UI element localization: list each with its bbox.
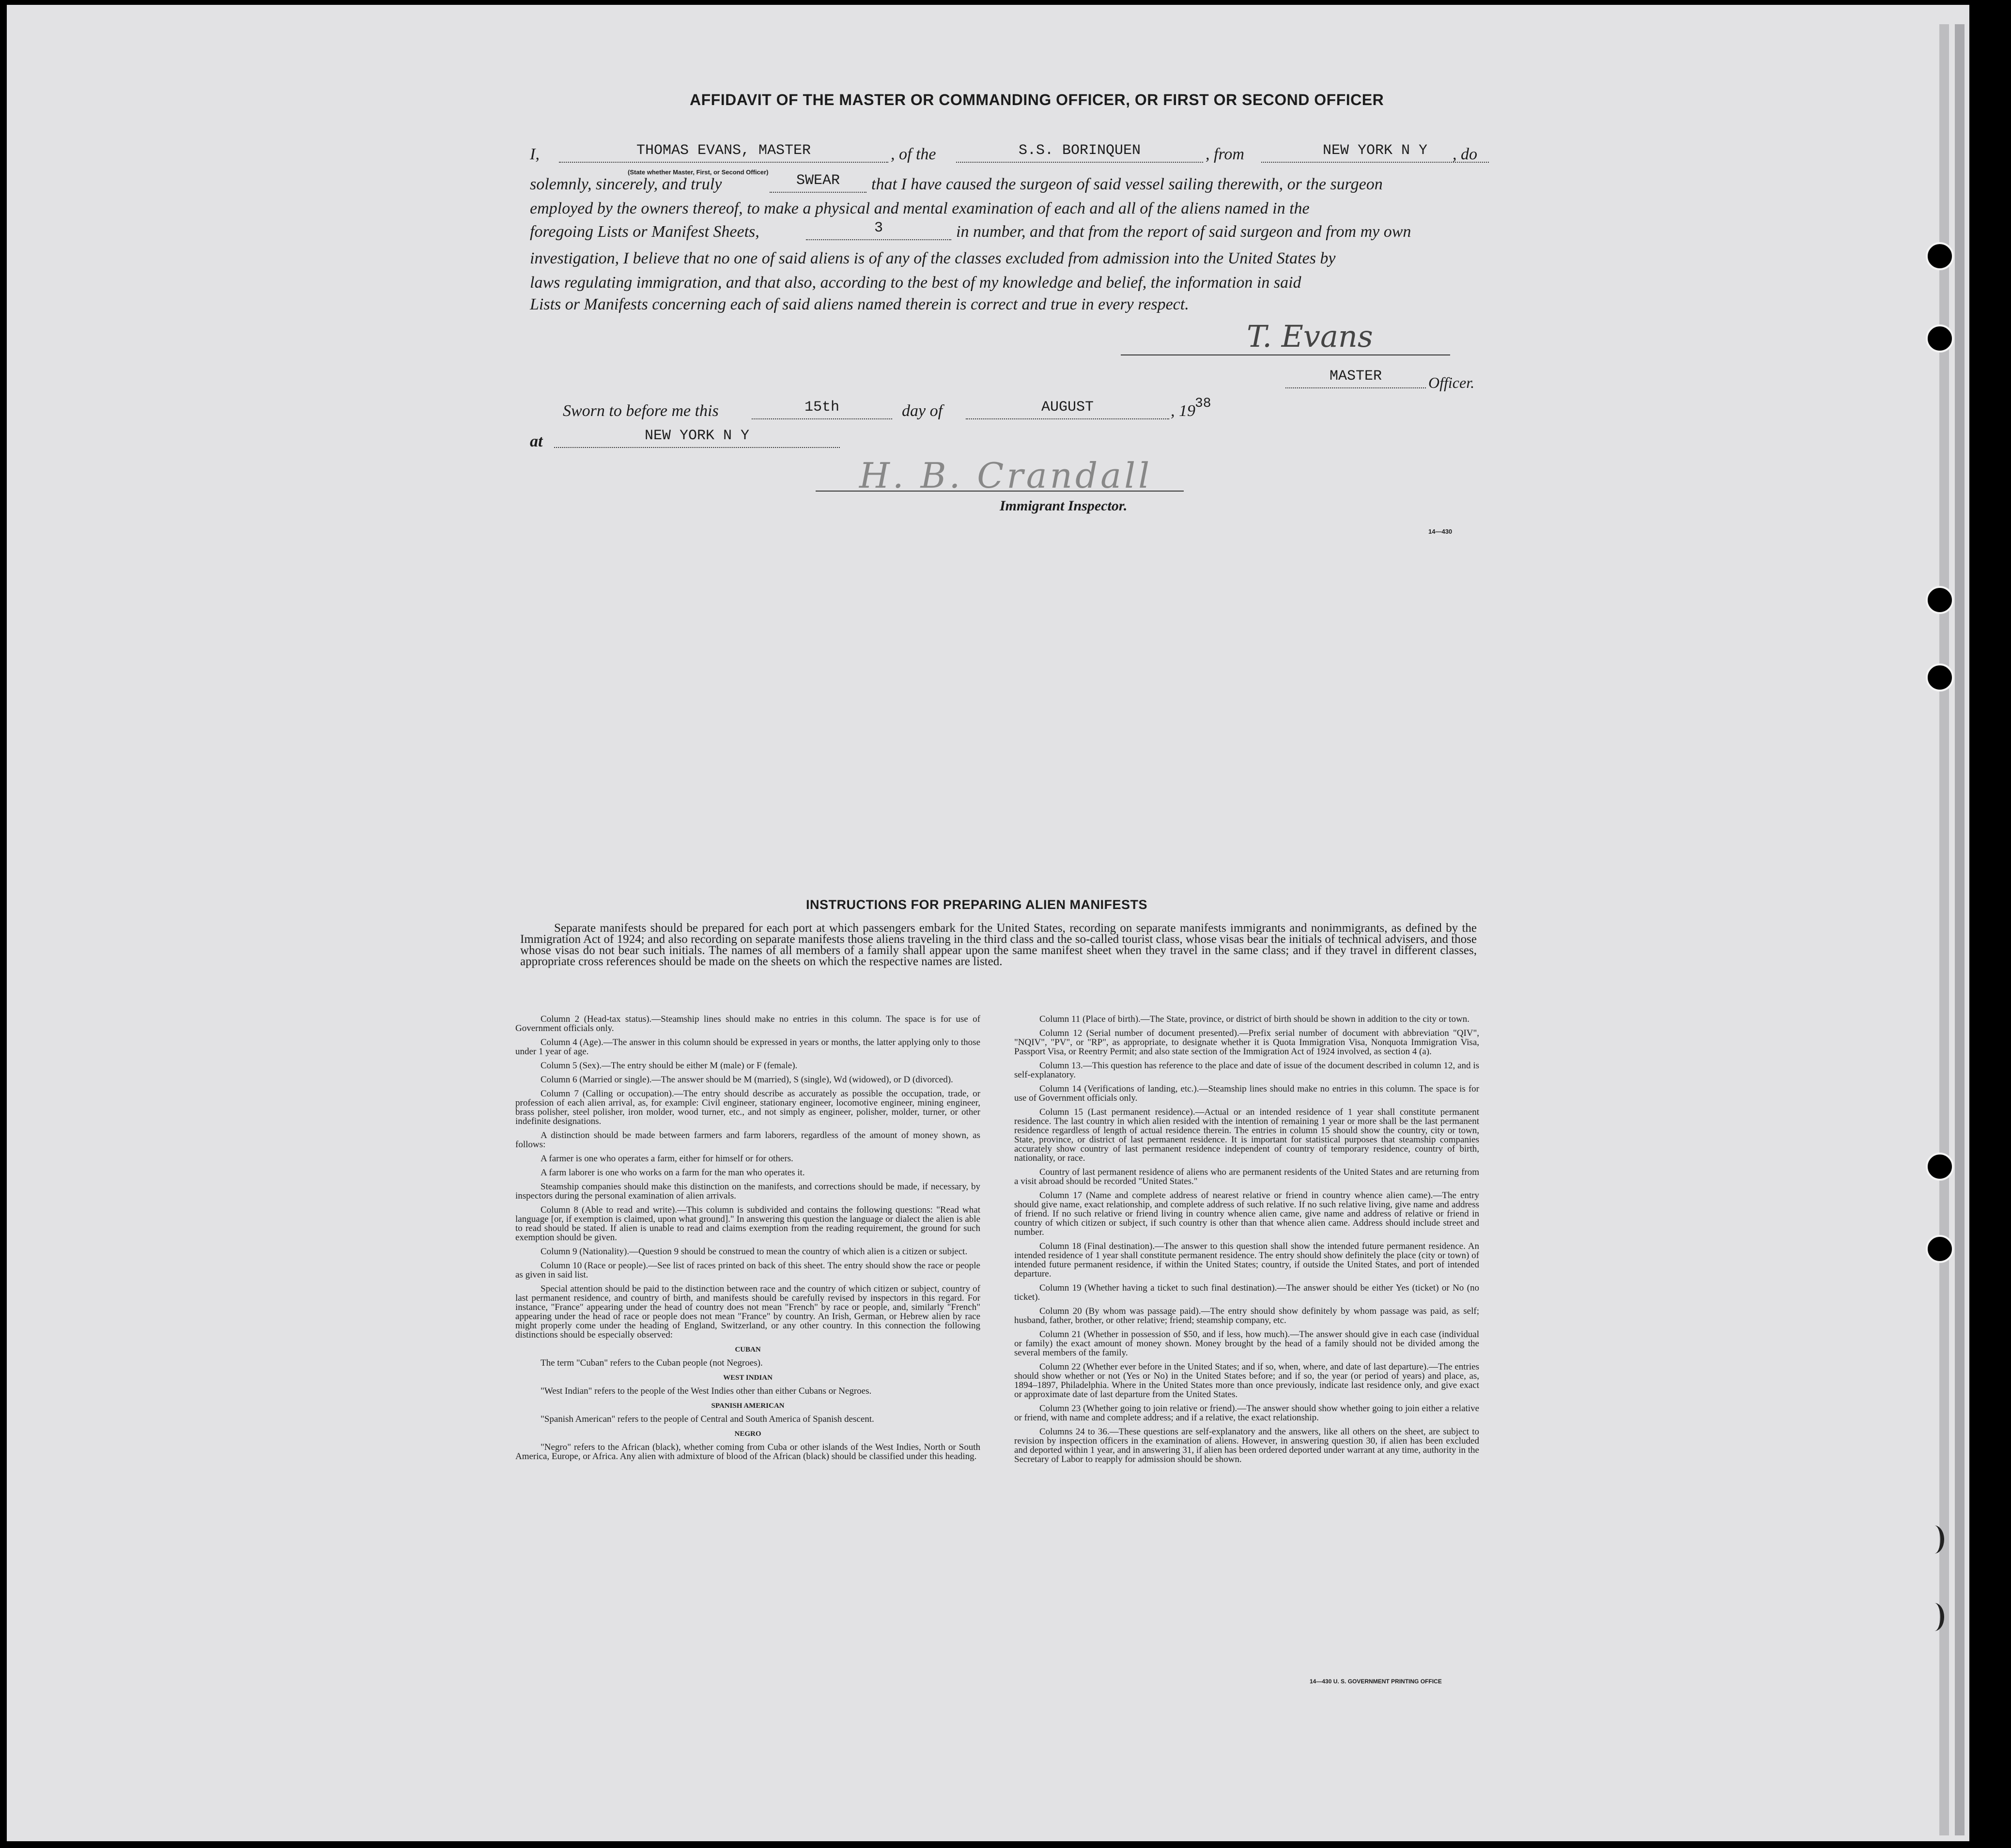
instruction-paragraph: Column 20 (By whom was passage paid).—The entry should show definitely by whom passage was paid, as self; husband, father, brother, or other relative; friend; steamship company, etc. — [1014, 1306, 1479, 1325]
instruction-paragraph: A farm laborer is one who works on a farm for the man who operates it. — [541, 1168, 805, 1178]
section-heading: SPANISH AMERICAN — [711, 1402, 785, 1410]
punch-hole — [1926, 242, 1954, 270]
affidavit-line-5: investigation, I believe that no one of said aliens is of any of the classes excluded from admission into the United States by — [530, 249, 1336, 267]
section-heading: WEST INDIAN — [723, 1374, 773, 1382]
page-edge — [1955, 24, 1965, 1835]
oath-field: SWEAR — [770, 172, 866, 193]
section-heading: CUBAN — [735, 1346, 761, 1354]
inspector-signature: H. B. Crandall — [859, 455, 1153, 496]
instructions-title: INSTRUCTIONS FOR PREPARING ALIEN MANIFESTS — [806, 897, 1148, 912]
instruction-paragraph: Column 13.—This question has reference to the place and date of issue of the document described in column 12, and is self-explanatory. — [1014, 1061, 1479, 1080]
instruction-paragraph: Column 11 (Place of birth).—The State, province, or district of birth should be shown in addition to the city or town. — [1039, 1014, 1470, 1024]
affidavit-text: I, — [530, 145, 540, 163]
affidavit-text: , do — [1453, 145, 1477, 163]
affidavit-line-7: Lists or Manifests concerning each of said aliens named therein is correct and true in every respect. — [530, 295, 1189, 313]
manifest-page — [7, 5, 1969, 1841]
instruction-paragraph: Country of last permanent residence of aliens who are permanent residents of the United States and are returning from a visit abroad should be recorded "United States." — [1014, 1167, 1479, 1186]
year-prefix: , 19 — [1171, 402, 1195, 420]
instruction-paragraph: Special attention should be paid to the distinction between race and the country of which citizen or subject, country of last permanent residence, and country of birth, and manifests should be carefully revised by inspectors in this regard. For instance, "France" appearing under the head of country does not mean "French" by race or people, and, similarly "French" appearing under the head of race or people does not mean "France" by country. An Irish, German, or Hebrew alien by race might properly come under the heading of England, Switzerland, or any other country. In this connection the following distinctions should be especially observed: — [515, 1284, 980, 1340]
punch-hole — [1926, 1235, 1954, 1263]
rank-field: MASTER — [1285, 368, 1426, 388]
instruction-paragraph: Steamship companies should make this distinction on the manifests, and corrections should be made, if necessary, by inspectors during the personal examination of alien arrivals. — [515, 1182, 980, 1201]
instruction-paragraph: Column 7 (Calling or occupation).—The entry should describe as accurately as possible the occupation, trade, or profession of each alien arrival, as, for example: Civil engineer, stationary engineer, locomotive engineer, mining engineer, brass polisher, steel polisher, iron molder, wood turner, etc., and not simply as engineer, polisher, molder, turner, or other indefinite designations. — [515, 1089, 980, 1126]
master-signature: T. Evans — [1247, 319, 1373, 354]
at-text: at — [530, 432, 543, 450]
punch-hole — [1925, 1603, 1944, 1631]
instruction-paragraph: The term "Cuban" refers to the Cuban people (not Negroes). — [541, 1358, 763, 1368]
affidavit-line-6: laws regulating immigration, and that also, according to the best of my knowledge and belief, the information in said — [530, 274, 1301, 292]
printing-office-footer: 14—430 U. S. GOVERNMENT PRINTING OFFICE — [1310, 1678, 1442, 1685]
punch-hole — [1926, 663, 1954, 692]
instruction-paragraph: Column 18 (Final destination).—The answer to this question shall show the intended future permanent residence. An intended residence of 1 year shall constitute permanent residence. The entry should show definitely the place (city or town) of intended future permanent residence, if within the United States; country, if outside the United States, and port of intended departure. — [1014, 1241, 1479, 1279]
instruction-paragraph: Column 15 (Last permanent residence).—Actual or an intended residence of 1 year shall constitute permanent residence. The last country in which alien resided with the intention of remaining 1 year or more shall be the last permanent residence regardless of length of actual residence therein. The entries in column 15 should show the country, city or town, State, province, or district of last permanent residence. It is important for statistical purposes that steamship companies accurately show country of last permanent residence independent of country of temporary residence, country of birth, nationality, or race. — [1014, 1107, 1479, 1163]
instruction-paragraph: Column 12 (Serial number of document presented).—Prefix serial number of document with abbreviation "QIV", "NQIV", "PV", or "RP", as appropriate, to designate whether it is Quota Immigration Visa, Nonquota Immigration Visa, Passport Visa, or Reentry Permit; and also state section of the Immigration Act of 1924 involved, as section 4 (a). — [1014, 1028, 1479, 1057]
officer-name-field: THOMAS EVANS, MASTER — [559, 142, 888, 163]
signature-line — [1121, 354, 1450, 355]
instruction-paragraph: Column 10 (Race or people).—See list of races printed on back of this sheet. The entry should show the race or people as given in said list. — [515, 1261, 980, 1280]
instruction-paragraph: A farmer is one who operates a farm, either for himself or for others. — [541, 1154, 793, 1164]
affidavit-text: that I have caused the surgeon of said vessel sailing therewith, or the surgeon — [871, 175, 1383, 193]
affidavit-line-3: employed by the owners thereof, to make a physical and mental examination of each and all of the aliens named in the — [530, 200, 1310, 217]
sworn-text: Sworn to before me this — [563, 402, 719, 420]
rank-note: (State whether Master, First, or Second Officer) — [628, 169, 769, 176]
form-number: 14—430 — [1428, 528, 1453, 535]
instruction-paragraph: Column 4 (Age).—The answer in this column should be expressed in years or months, the latter applying only to those under 1 year of age. — [515, 1037, 980, 1057]
instruction-paragraph: Columns 24 to 36.—These questions are self-explanatory and the answers, like all others on the sheet, are subject to revision by inspection officers in the examination of aliens. However, in answering question 30, if alien has been excluded and deported within 1 year, and in answering 31, if alien has been ordered deported under warrant at any time, authority in the Secretary of Labor to reapply for admission should be shown. — [1014, 1427, 1479, 1464]
instruction-paragraph: Column 14 (Verifications of landing, etc.).—Steamship lines should make no entries in this column. The space is for use of Government officials only. — [1014, 1084, 1479, 1103]
instruction-paragraph: Column 9 (Nationality).—Question 9 should be construed to mean the country of which alien is a citizen or subject. — [541, 1247, 968, 1257]
instruction-paragraph: Column 8 (Able to read and write).—This column is subdivided and contains the following questions: "Read what language [or, if exemption is claimed, upon what ground]." In answering this question the language or dialect the alien is able to read should be stated. If alien is unable to read and claims exemption from the reading requirement, the ground for such exemption should be given. — [515, 1205, 980, 1243]
punch-hole — [1925, 1525, 1944, 1554]
instruction-paragraph: Column 6 (Married or single).—The answer should be M (married), S (single), Wd (widowed), or D (divorced). — [541, 1075, 953, 1085]
day-field: 15th — [752, 399, 892, 419]
instruction-paragraph: Column 21 (Whether in possession of $50, and if less, how much).—The answer should give in each case (individual or family) the exact amount of money shown. Money brought by the head of a family should not be divided among the several members of the family. — [1014, 1329, 1479, 1358]
affidavit-text: solemnly, sincerely, and truly — [530, 175, 722, 193]
instruction-paragraph: Column 23 (Whether going to join relative or friend).—The answer should show whether going to join either a relative or friend, with name and complete address; and if a relative, the exact relationship. — [1014, 1403, 1479, 1423]
instruction-paragraph: A distinction should be made between farmers and farm laborers, regardless of the amount of money shown, as follows: — [515, 1130, 980, 1150]
instructions-left-column — [515, 1015, 980, 1466]
affidavit-title: AFFIDAVIT OF THE MASTER OR COMMANDING OFFICER, OR FIRST OR SECOND OFFICER — [690, 91, 1384, 108]
affidavit-text: in number, and that from the report of said surgeon and from my own — [956, 223, 1411, 241]
month-field: AUGUST — [966, 399, 1169, 419]
officer-label: Officer. — [1428, 374, 1475, 391]
instruction-paragraph: Column 22 (Whether ever before in the United States; and if so, when, where, and date of last departure).—The entries should show whether or not (Yes or No) in the United States before; and if so, the year (or period of years) and place, as, 1894–1897, Philadelphia. Where in the United States more than once previously, indicate last residence only, and give exact or approximate date of last departure from the United States. — [1014, 1362, 1479, 1400]
punch-hole — [1926, 1153, 1954, 1181]
instruction-paragraph: Column 17 (Name and complete address of nearest relative or friend in country whence alien came).—The entry should give name, exact relationship, and complete address of such relative. If no such relative living, give name and address of friend. If no such relative or friend living in country whence alien came, give name and address of relative or friend in country of which citizen or subject, if such country is other than that whence alien came. Address should include street and number. — [1014, 1190, 1479, 1237]
instruction-paragraph: "Spanish American" refers to the people of Central and South America of Spanish descent. — [541, 1414, 874, 1424]
inspector-label: Immigrant Inspector. — [1000, 498, 1128, 514]
year-field: 38 — [1195, 396, 1211, 411]
affidavit-text: , of the — [891, 145, 936, 163]
vessel-name-field: S.S. BORINQUEN — [956, 142, 1203, 163]
port-field: NEW YORK N Y — [1261, 142, 1489, 163]
page-edge — [1939, 24, 1949, 1835]
instructions-right-column — [1014, 1015, 1479, 1469]
instruction-paragraph: "West Indian" refers to the people of the West Indies other than either Cubans or Negroes. — [541, 1386, 872, 1396]
place-field: NEW YORK N Y — [554, 428, 840, 448]
day-of-text: day of — [902, 402, 943, 420]
affidavit-text: foregoing Lists or Manifest Sheets, — [530, 223, 759, 241]
inspector-signature-line — [816, 491, 1184, 492]
section-heading: NEGRO — [734, 1430, 761, 1438]
sheet-count-field: 3 — [806, 220, 951, 240]
instructions-intro: Separate manifests should be prepared for each port at which passengers embark for the United States, recording on separate manifests immigrants and nonimmigrants, as defined by the Immigration Act of 1924; and also recording on separate manifests those aliens traveling in the third class and the so-called tourist class, whose visas bear the initials of technical advisers, and those whose visas do not bear such initials. The names of all members of a family shall appear upon the same manifest sheet when they travel in the same class; and if they travel in different classes, appropriate cross references should be made on the sheets on which the respective names are listed. — [520, 922, 1477, 968]
punch-hole — [1926, 324, 1954, 353]
affidavit-text: , from — [1206, 145, 1244, 163]
instruction-paragraph: Column 2 (Head-tax status).—Steamship lines should make no entries in this column. The space is for use of Government officials only. — [515, 1014, 980, 1033]
instruction-paragraph: Column 19 (Whether having a ticket to such final destination).—The answer should be either Yes (ticket) or No (no ticket). — [1014, 1283, 1479, 1302]
punch-hole — [1926, 586, 1954, 614]
instruction-paragraph: Column 5 (Sex).—The entry should be either M (male) or F (female). — [541, 1061, 798, 1071]
instruction-paragraph: "Negro" refers to the African (black), whether coming from Cuba or other islands of the West Indies, North or South America, Europe, or Africa. Any alien with admixture of blood of the African (black) should be classified under this heading. — [515, 1442, 980, 1462]
